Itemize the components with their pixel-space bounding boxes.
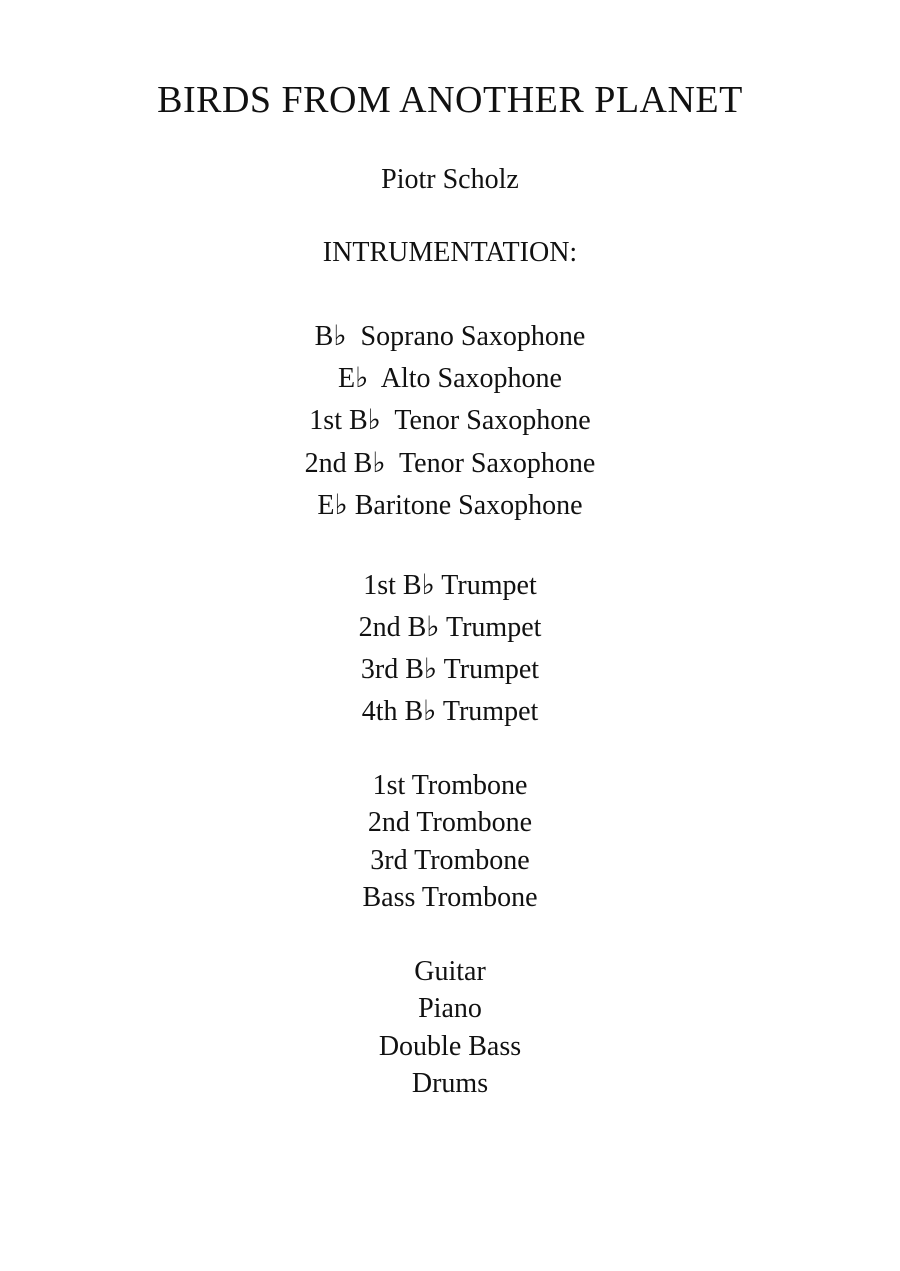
piece-title: BIRDS FROM ANOTHER PLANET: [157, 79, 743, 121]
instrument-item: 3rd Trombone: [370, 844, 530, 876]
instrument-item: 3rd B♭ Trumpet: [360, 654, 540, 685]
instrument-item: 1st Trombone: [372, 770, 528, 801]
instrument-item: 2nd Trombone: [367, 807, 533, 839]
instrument-item: Drums: [411, 1067, 489, 1099]
trumpet-section-list: [0, 565, 900, 733]
instrumentation-heading: INTRUMENTATION:: [322, 237, 578, 268]
trombone-section-list: [0, 767, 900, 916]
instrument-item: 4th B♭ Trumpet: [361, 696, 539, 727]
instrument-item: 2nd B♭ Tenor Saxophone: [304, 447, 596, 479]
rhythm-section-list: [0, 953, 900, 1102]
composer-name: Piotr Scholz: [381, 164, 519, 195]
instrument-item: Double Bass: [378, 1030, 522, 1062]
instrument-item: Guitar: [414, 956, 486, 987]
instrument-item: 1st B♭ Tenor Saxophone: [309, 405, 591, 437]
instrument-item: E♭ Alto Saxophone: [338, 363, 562, 395]
instrument-item: Bass Trombone: [362, 881, 538, 913]
saxophone-section-list: [0, 316, 900, 527]
instrument-item: 2nd B♭ Trumpet: [358, 612, 542, 643]
instrument-item: Piano: [418, 993, 482, 1025]
instrument-item: B♭ Soprano Saxophone: [314, 321, 586, 352]
instrument-item: 1st B♭ Trumpet: [363, 570, 537, 601]
instrument-item: E♭ Baritone Saxophone: [317, 489, 583, 521]
